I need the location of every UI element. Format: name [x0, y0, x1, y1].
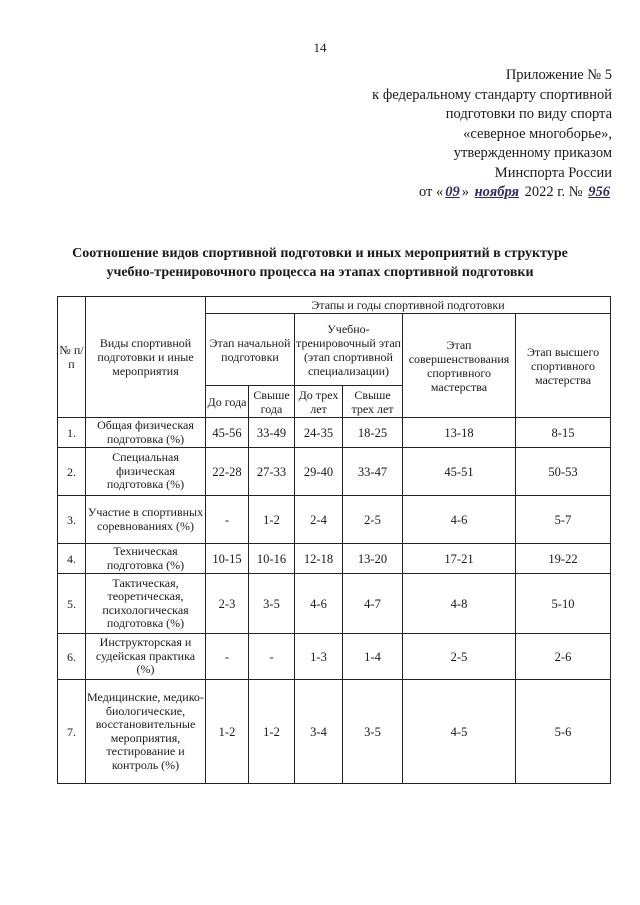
row-value: 18-25 [343, 418, 403, 448]
appendix-line: Приложение № 5 [505, 67, 612, 83]
row-value: 3-5 [249, 574, 295, 634]
table-row [58, 574, 611, 634]
training-ratio-table [57, 296, 611, 784]
row-num: 7. [58, 680, 86, 784]
row-value: 33-47 [343, 448, 403, 496]
header-stage-highest: Этап высшего спортивного мастерства [516, 314, 611, 418]
row-value: 17-21 [403, 544, 516, 574]
row-num: 6. [58, 634, 86, 680]
row-name: Общая физическая подготовка (%) [86, 418, 206, 448]
page-number: 14 [313, 40, 327, 55]
appendix-line: подготовки по виду спорта [445, 106, 612, 122]
row-value: 22-28 [206, 448, 249, 496]
table-row [58, 418, 611, 448]
row-value: - [206, 634, 249, 680]
header-stages-group: Этапы и годы спортивной подготовки [206, 297, 611, 314]
approval-day: 09 [445, 184, 460, 200]
header-stage-training: Учебно-тренировочный этап (этап спортивной специализации) [295, 314, 403, 386]
row-num: 5. [58, 574, 86, 634]
table-row [58, 680, 611, 784]
row-name: Техническая подготовка (%) [86, 544, 206, 574]
row-name: Специальная физическая подготовка (%) [86, 448, 206, 496]
row-value: 5-10 [516, 574, 611, 634]
header-stage-improvement: Этап совершенствования спортивного мастерства [403, 314, 516, 418]
row-value: 4-6 [295, 574, 343, 634]
approval-number: 956 [588, 184, 610, 200]
row-num: 1. [58, 418, 86, 448]
row-value: 33-49 [249, 418, 295, 448]
row-value: 4-6 [403, 496, 516, 544]
table-row [58, 496, 611, 544]
row-value: 45-56 [206, 418, 249, 448]
row-value: 10-15 [206, 544, 249, 574]
row-value: 27-33 [249, 448, 295, 496]
row-value: 10-16 [249, 544, 295, 574]
approval-line [312, 183, 612, 203]
appendix-line: «северное многоборье», [463, 125, 612, 142]
row-value: 1-2 [206, 680, 249, 784]
row-value: 50-53 [516, 448, 611, 496]
header-sub-initial-1: До года [206, 386, 249, 418]
row-num: 2. [58, 448, 86, 496]
row-value: 4-5 [403, 680, 516, 784]
row-value: 5-7 [516, 496, 611, 544]
row-value: 4-7 [343, 574, 403, 634]
row-value: 29-40 [295, 448, 343, 496]
table-row [58, 634, 611, 680]
approval-month: ноября [474, 184, 519, 200]
row-value: 2-5 [403, 634, 516, 680]
row-name: Тактическая, теоретическая, психологическая подготовка (%) [86, 574, 206, 634]
row-value: 3-4 [295, 680, 343, 784]
row-value: - [206, 496, 249, 544]
row-num: 4. [58, 544, 86, 574]
row-name: Участие в спортивных соревнованиях (%) [86, 496, 206, 544]
row-value: 13-20 [343, 544, 403, 574]
row-value: 13-18 [403, 418, 516, 448]
row-value: 45-51 [403, 448, 516, 496]
row-name: Медицинские, медико-биологические, восстановительные мероприятия, тестирование и контроль (%) [86, 680, 206, 784]
row-value: 8-15 [516, 418, 611, 448]
appendix-line: Минспорта России [494, 164, 612, 181]
row-name: Инструкторская и судейская практика (%) [86, 634, 206, 680]
row-num: 3. [58, 496, 86, 544]
header-stage-initial: Этап начальной подготовки [206, 314, 295, 386]
row-value: 5-6 [516, 680, 611, 784]
table-row [58, 448, 611, 496]
header-kind: Виды спортивной подготовки и иные мероприятия [86, 297, 206, 418]
row-value: 19-22 [516, 544, 611, 574]
row-value: 1-2 [249, 496, 295, 544]
title-line-1: Соотношение видов спортивной подготовки и иных мероприятий в структуре [72, 246, 568, 261]
approval-prefix: от « [418, 184, 444, 200]
row-value: 3-5 [343, 680, 403, 784]
title-line-2: учебно-тренировочного процесса на этапах спортивной подготовки [106, 265, 534, 280]
header-sub-training-1: До трех лет [295, 386, 343, 418]
row-value: 1-3 [295, 634, 343, 680]
row-value: 2-3 [206, 574, 249, 634]
row-value: 1-2 [249, 680, 295, 784]
appendix-line: к федеральному стандарту спортивной [372, 86, 612, 103]
row-value: 24-35 [295, 418, 343, 448]
row-value: - [249, 634, 295, 680]
appendix-block [312, 66, 612, 203]
header-sub-training-2: Свыше трех лет [343, 386, 403, 418]
appendix-line: утвержденному приказом [453, 145, 612, 161]
row-value: 12-18 [295, 544, 343, 574]
row-value: 2-5 [343, 496, 403, 544]
row-value: 4-8 [403, 574, 516, 634]
document-title [40, 244, 600, 282]
approval-mid: » [461, 184, 473, 200]
header-num: № п/п [58, 297, 86, 418]
table-row [58, 544, 611, 574]
row-value: 1-4 [343, 634, 403, 680]
header-sub-initial-2: Свыше года [249, 386, 295, 418]
row-value: 2-6 [516, 634, 611, 680]
row-value: 2-4 [295, 496, 343, 544]
approval-year: 2022 г. № [520, 184, 587, 200]
